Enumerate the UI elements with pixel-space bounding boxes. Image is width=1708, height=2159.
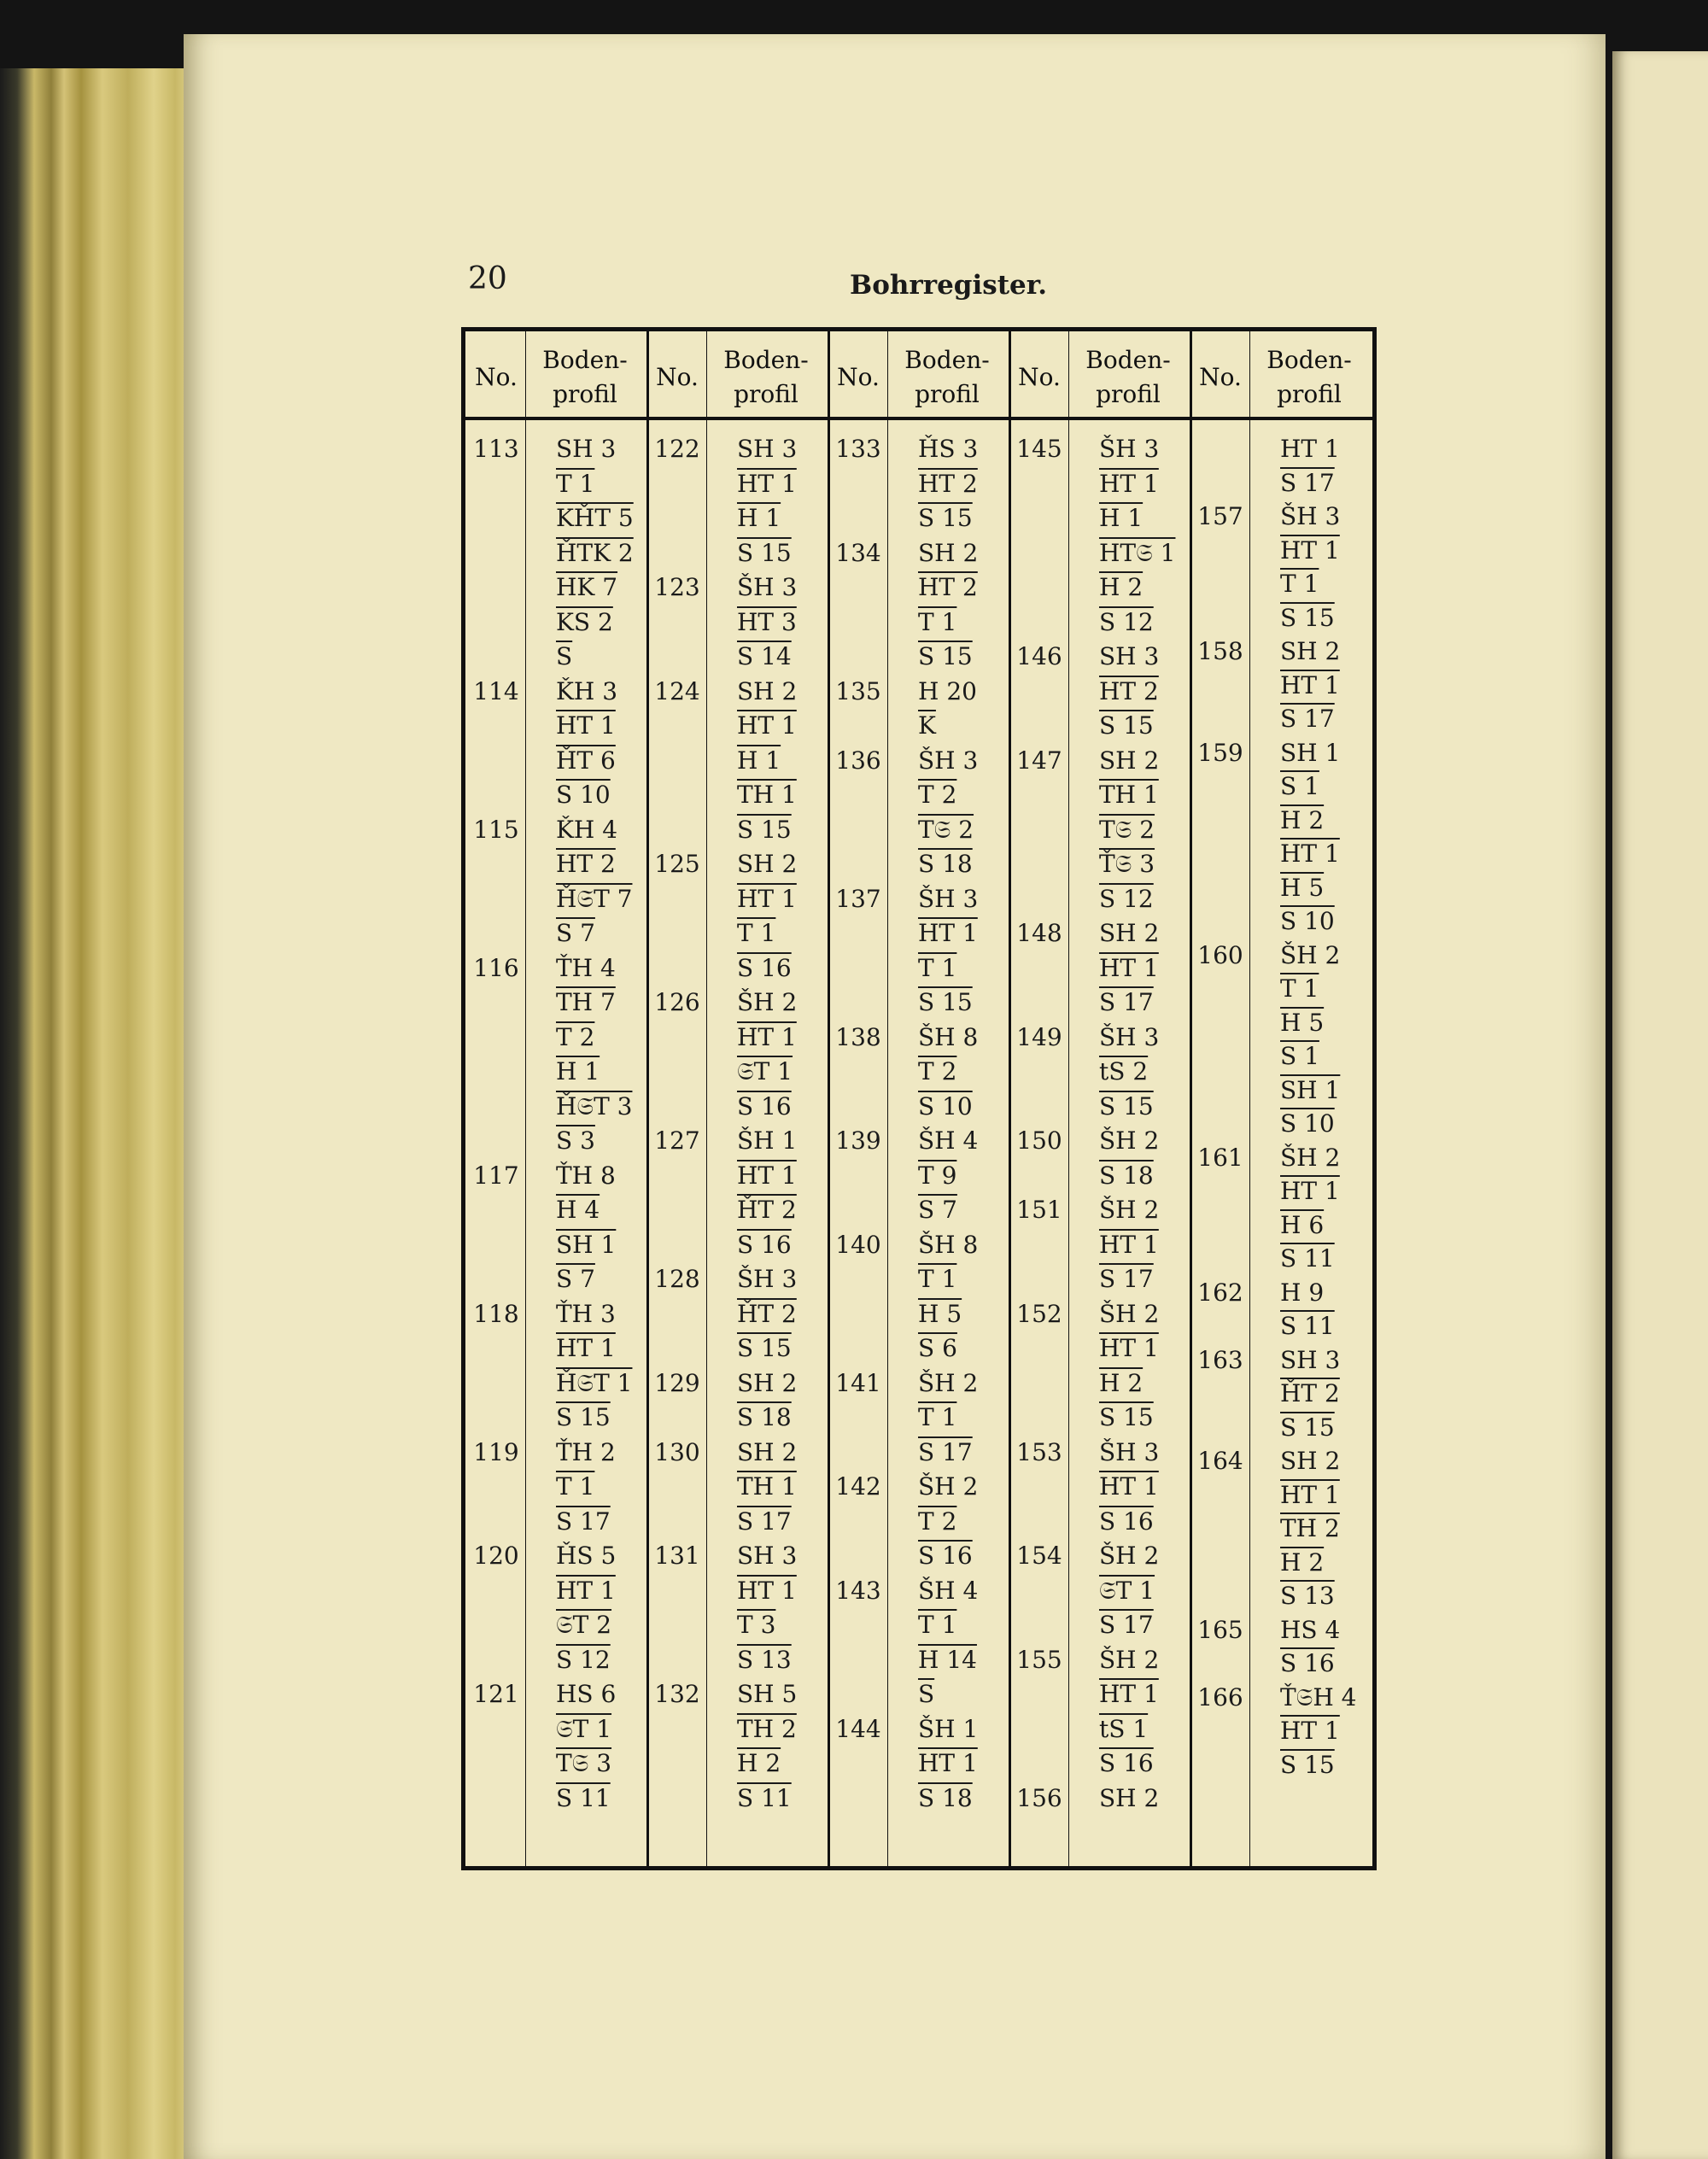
bodenprofil-layer: HT 1 [1280, 435, 1340, 463]
bodenprofil-layer: HT 1 [1280, 1717, 1340, 1746]
bodenprofil-layer: H 2 [1280, 1548, 1325, 1577]
bohr-number: 161 [1197, 1143, 1243, 1172]
bodenprofil-layer: H 1 [737, 746, 781, 775]
bohr-number: 163 [1197, 1345, 1243, 1374]
bodenprofil-layer: S 15 [737, 1334, 792, 1362]
bodenprofil-layer: TH 1 [1099, 781, 1159, 809]
bohr-number: 117 [473, 1161, 519, 1190]
bohr-number: 155 [1016, 1645, 1062, 1674]
bohr-number: 131 [654, 1542, 700, 1570]
bohr-number: 120 [473, 1542, 519, 1570]
bodenprofil-layer: H 1 [556, 1057, 600, 1085]
bodenprofil-layer: HT 1 [1280, 1177, 1340, 1206]
bohr-number: 127 [654, 1126, 700, 1155]
bodenprofil-layer: T𝔖 2 [1099, 815, 1155, 844]
bohr-number: 140 [835, 1230, 881, 1259]
bodenprofil-layer: H 2 [1099, 573, 1144, 601]
bodenprofil-layer: ŤH 4 [556, 953, 616, 982]
bohr-number: 157 [1197, 502, 1243, 531]
bodenprofil-layer: H 5 [918, 1299, 962, 1328]
bodenprofil-layer: ŠH 2 [1099, 1196, 1160, 1224]
bodenprofil-layer: T 2 [918, 1057, 957, 1085]
bohr-number: 164 [1197, 1447, 1243, 1476]
bodenprofil-layer: HT 2 [556, 850, 616, 878]
bodenprofil-layer: ŠH 2 [1099, 1645, 1160, 1674]
bodenprofil-layer: ǨH 3 [556, 676, 618, 705]
bodenprofil-layer: HT 1 [1280, 535, 1340, 565]
header-bodenprofil: Boden- profil [904, 346, 990, 408]
bodenprofil-layer: T 3 [737, 1611, 776, 1639]
bodenprofil-layer: H 2 [1099, 1368, 1144, 1397]
bodenprofil-layer: S 11 [737, 1783, 792, 1812]
bohr-number: 165 [1197, 1615, 1243, 1644]
bodenprofil-layer: HT 1 [1099, 1230, 1159, 1259]
bohr-number: 128 [654, 1265, 700, 1293]
bodenprofil-layer: HT 1 [1280, 1480, 1340, 1509]
bodenprofil-layer: ŤH 2 [556, 1437, 616, 1466]
bodenprofil-layer: HT 3 [737, 607, 797, 636]
bodenprofil-layer: SH 2 [1280, 1447, 1341, 1476]
bodenprofil-layer: S 16 [737, 953, 792, 982]
bodenprofil-layer: ǨH 4 [556, 815, 618, 844]
bodenprofil-layer: ŠH 4 [918, 1126, 979, 1155]
bodenprofil-layer: T𝔖 3 [556, 1749, 612, 1777]
bodenprofil-layer: HT 1 [737, 1576, 797, 1605]
bodenprofil-layer: Ȟ𝔖T 7 [556, 884, 633, 913]
bodenprofil-layer: H 1 [737, 504, 781, 532]
bodenprofil-layer: T 1 [1280, 570, 1319, 599]
bodenprofil-layer: SH 3 [1099, 642, 1160, 670]
bohr-number: 138 [835, 1022, 881, 1051]
bohrregister-table [461, 327, 1377, 1870]
bodenprofil-layer: S 16 [737, 1230, 792, 1259]
bodenprofil-layer: S 7 [556, 1265, 595, 1293]
bohr-number: 150 [1016, 1126, 1062, 1155]
bohr-number: 145 [1016, 435, 1062, 463]
bodenprofil-layer: S 15 [1099, 1091, 1154, 1120]
bodenprofil-layer: S 16 [1099, 1749, 1154, 1777]
bodenprofil-layer: ŤH 3 [556, 1299, 616, 1328]
bohr-number: 141 [835, 1368, 881, 1397]
header-bodenprofil: Boden- profil [1266, 346, 1352, 408]
bohr-number: 160 [1197, 940, 1243, 969]
bohr-number: 142 [835, 1472, 881, 1501]
bodenprofil-layer: HT 1 [556, 711, 616, 740]
bodenprofil-layer: S 18 [918, 1783, 973, 1812]
bohr-number: 149 [1016, 1022, 1062, 1051]
bodenprofil-layer: KS 2 [556, 607, 613, 636]
bodenprofil-layer: ŠH 2 [1099, 1299, 1160, 1328]
bodenprofil-layer: SH 1 [1280, 1075, 1341, 1104]
bodenprofil-layer: S 15 [1099, 711, 1154, 740]
bodenprofil-layer: HT 1 [1099, 1472, 1159, 1501]
bohr-number: 115 [473, 815, 519, 844]
bodenprofil-layer: H 9 [1280, 1278, 1325, 1307]
bodenprofil-layer: T 1 [918, 1265, 957, 1293]
bohr-number: 166 [1197, 1682, 1243, 1711]
bodenprofil-layer: Ȟ𝔖T 3 [556, 1091, 633, 1120]
bodenprofil-layer: SH 3 [737, 435, 798, 463]
bodenprofil-layer: HT 1 [556, 1576, 616, 1605]
bodenprofil-layer: T 1 [918, 1611, 957, 1639]
bodenprofil-layer: ŠH 3 [918, 884, 979, 913]
bodenprofil-layer: HT 2 [918, 469, 978, 498]
bohr-number: 135 [835, 676, 881, 705]
bodenprofil-layer: TH 7 [556, 988, 616, 1016]
bodenprofil-layer: HT 1 [556, 1334, 616, 1362]
bohr-number: 134 [835, 538, 881, 567]
bohr-number: 118 [473, 1299, 519, 1328]
bohr-number: 139 [835, 1126, 881, 1155]
bohr-number: 113 [473, 435, 519, 463]
bohr-number: 144 [835, 1714, 881, 1743]
bodenprofil-layer: $\overline{K}$ [918, 711, 936, 740]
bodenprofil-layer: S 17 [737, 1507, 792, 1536]
header-no: No. [837, 363, 880, 391]
bodenprofil-layer: S 16 [918, 1542, 973, 1570]
column-divider [1190, 331, 1192, 1866]
bodenprofil-layer: ŠH 3 [1099, 435, 1160, 463]
bodenprofil-layer: HT 2 [1099, 676, 1159, 705]
bodenprofil-layer: $\overline{S}$ [918, 1680, 935, 1708]
page-number: 20 [468, 261, 507, 296]
bodenprofil-layer: H 5 [1280, 873, 1325, 902]
bohr-number: 137 [835, 884, 881, 913]
bodenprofil-layer: S 7 [556, 919, 595, 947]
bodenprofil-layer: ȞT 2 [737, 1299, 797, 1328]
bodenprofil-layer: 𝔖T 1 [737, 1057, 793, 1085]
bodenprofil-layer: HT 1 [737, 1161, 797, 1190]
bohr-number: 122 [654, 435, 700, 463]
bodenprofil-layer: ŠH 1 [918, 1714, 979, 1743]
bohr-number: 119 [473, 1437, 519, 1466]
header-no: No. [1199, 363, 1242, 391]
bohr-number: 130 [654, 1437, 700, 1466]
bodenprofil-layer: T 9 [918, 1161, 957, 1190]
bodenprofil-layer: S 15 [918, 504, 973, 532]
bodenprofil-layer: HT 1 [1099, 953, 1159, 982]
header-no: No. [656, 363, 699, 391]
bodenprofil-layer: S 15 [737, 815, 792, 844]
bodenprofil-layer: ŠH 3 [918, 746, 979, 775]
header-rule [465, 417, 1372, 420]
bodenprofil-layer: HT𝔖 1 [1099, 538, 1176, 567]
bohr-number: 129 [654, 1368, 700, 1397]
bodenprofil-layer: H 5 [1280, 1008, 1325, 1037]
bohr-number: 153 [1016, 1437, 1062, 1466]
bodenprofil-layer: SH 3 [1280, 1345, 1341, 1374]
bodenprofil-layer: SH 2 [737, 850, 798, 878]
bodenprofil-layer: ŠH 2 [918, 1472, 979, 1501]
bodenprofil-layer: SH 2 [1099, 919, 1160, 947]
bohr-number: 147 [1016, 746, 1062, 775]
column-divider-inner [525, 331, 526, 1866]
bodenprofil-layer: T𝔖 2 [918, 815, 974, 844]
header-bodenprofil: Boden- profil [1085, 346, 1171, 408]
bodenprofil-layer: SH 3 [556, 435, 617, 463]
bodenprofil-layer: ŠH 2 [1099, 1126, 1160, 1155]
facing-page-edge [1612, 51, 1708, 2159]
bodenprofil-layer: S 15 [1280, 1750, 1335, 1779]
bodenprofil-layer: S 11 [1280, 1312, 1335, 1341]
bodenprofil-layer: ŤH 8 [556, 1161, 616, 1190]
bodenprofil-layer: S 10 [556, 781, 611, 809]
bodenprofil-layer: 𝔖T 1 [556, 1714, 612, 1743]
bohr-number: 152 [1016, 1299, 1062, 1328]
bodenprofil-layer: ŠH 8 [918, 1230, 979, 1259]
bohr-number: 133 [835, 435, 881, 463]
bodenprofil-layer: S 16 [737, 1091, 792, 1120]
bodenprofil-layer: SH 2 [918, 538, 979, 567]
bodenprofil-layer: SH 2 [1280, 637, 1341, 666]
bohr-number: 132 [654, 1680, 700, 1708]
bohr-number: 121 [473, 1680, 519, 1708]
bodenprofil-layer: S 17 [556, 1507, 611, 1536]
bodenprofil-layer: 𝔖T 2 [556, 1611, 612, 1639]
bodenprofil-layer: TH 2 [737, 1714, 797, 1743]
bodenprofil-layer: ŠH 2 [1099, 1542, 1160, 1570]
bodenprofil-layer: T 2 [918, 781, 957, 809]
bodenprofil-layer: S 17 [1280, 468, 1335, 497]
bodenprofil-layer: S 15 [1280, 1413, 1335, 1442]
bodenprofil-layer: SH 3 [737, 1542, 798, 1570]
bodenprofil-layer: S 15 [918, 988, 973, 1016]
bodenprofil-layer: S 10 [1280, 1109, 1335, 1138]
bodenprofil-layer: ȞT 6 [556, 746, 616, 775]
bodenprofil-layer: S 1 [1280, 772, 1319, 801]
bodenprofil-layer: HS 4 [1280, 1615, 1341, 1644]
bodenprofil-layer: H 20 [918, 676, 977, 705]
bodenprofil-layer: $\overline{S}$ [556, 642, 573, 670]
bodenprofil-layer: HT 1 [1099, 1680, 1159, 1708]
bodenprofil-layer: S 13 [1280, 1582, 1335, 1611]
header-bodenprofil: Boden- profil [542, 346, 628, 408]
bodenprofil-layer: SH 2 [737, 1368, 798, 1397]
column-divider-inner [887, 331, 888, 1866]
bodenprofil-layer: Ȟ𝔖T 1 [556, 1368, 633, 1397]
bodenprofil-layer: T 1 [556, 1472, 595, 1501]
bodenprofil-layer: S 11 [1280, 1244, 1335, 1273]
bodenprofil-layer: S 11 [556, 1783, 611, 1812]
bodenprofil-layer: ŠH 8 [918, 1022, 979, 1051]
bodenprofil-layer: S 12 [556, 1645, 611, 1674]
bohr-number: 154 [1016, 1542, 1062, 1570]
bohr-number: 125 [654, 850, 700, 878]
bohr-number: 151 [1016, 1196, 1062, 1224]
bodenprofil-layer: ŠH 3 [1099, 1437, 1160, 1466]
bodenprofil-layer: HT 1 [918, 1749, 978, 1777]
bodenprofil-layer: ȞS 5 [556, 1542, 617, 1570]
bodenprofil-layer: S 7 [918, 1196, 957, 1224]
bodenprofil-layer: T 1 [556, 469, 595, 498]
bodenprofil-layer: SH 1 [556, 1230, 617, 1259]
bodenprofil-layer: T 1 [918, 953, 957, 982]
bodenprofil-layer: S 16 [1280, 1649, 1335, 1678]
bohr-number: 162 [1197, 1278, 1243, 1307]
bodenprofil-layer: S 15 [1099, 1403, 1154, 1431]
bodenprofil-layer: SH 2 [737, 676, 798, 705]
bodenprofil-layer: HK 7 [556, 573, 618, 601]
column-divider-inner [1249, 331, 1250, 1866]
column-divider-inner [1068, 331, 1069, 1866]
bodenprofil-layer: HS 6 [556, 1680, 617, 1708]
bohr-number: 124 [654, 676, 700, 705]
bodenprofil-layer: ŠH 3 [1099, 1022, 1160, 1051]
bodenprofil-layer: ȞT 2 [737, 1196, 797, 1224]
bodenprofil-layer: T 2 [918, 1507, 957, 1536]
bodenprofil-layer: tS 1 [1099, 1714, 1149, 1743]
bodenprofil-layer: S 17 [1099, 988, 1154, 1016]
bodenprofil-layer: HT 2 [918, 573, 978, 601]
header-bodenprofil: Boden- profil [723, 346, 809, 408]
bodenprofil-layer: SH 2 [1099, 1783, 1160, 1812]
bohr-number: 143 [835, 1576, 881, 1605]
bodenprofil-layer: HT 1 [1280, 840, 1340, 869]
bodenprofil-layer: Ť𝔖H 4 [1280, 1682, 1357, 1711]
bodenprofil-layer: ŠH 4 [918, 1576, 979, 1605]
bodenprofil-layer: Ť𝔖 3 [1099, 850, 1155, 878]
bodenprofil-layer: KȞT 5 [556, 504, 634, 532]
bodenprofil-layer: HT 1 [737, 1022, 797, 1051]
running-title: Bohrregister. [850, 270, 1048, 301]
bodenprofil-layer: ŠH 1 [737, 1126, 798, 1155]
bodenprofil-layer: tS 2 [1099, 1057, 1149, 1085]
bodenprofil-layer: SH 1 [1280, 738, 1341, 767]
bodenprofil-layer: T 1 [1280, 974, 1319, 1003]
bodenprofil-layer: SH 2 [1099, 746, 1160, 775]
bodenprofil-layer: ŠH 3 [737, 1265, 798, 1293]
bohr-number: 114 [473, 676, 519, 705]
bodenprofil-layer: S 13 [737, 1645, 792, 1674]
bodenprofil-layer: S 17 [1280, 705, 1335, 734]
bodenprofil-layer: ŠH 2 [1280, 1143, 1341, 1172]
bohr-number: 123 [654, 573, 700, 601]
bodenprofil-layer: S 12 [1099, 884, 1154, 913]
bodenprofil-layer: T 1 [737, 919, 776, 947]
bodenprofil-layer: TH 1 [737, 1472, 797, 1501]
bohr-number: 136 [835, 746, 881, 775]
bodenprofil-layer: 𝔖T 1 [1099, 1576, 1155, 1605]
bodenprofil-layer: ȞT 2 [1280, 1379, 1340, 1408]
bodenprofil-layer: H 14 [918, 1645, 977, 1674]
bodenprofil-layer: S 17 [1099, 1265, 1154, 1293]
bodenprofil-layer: S 18 [918, 850, 973, 878]
column-divider [828, 331, 830, 1866]
bohr-number: 158 [1197, 637, 1243, 666]
bodenprofil-layer: T 1 [918, 607, 957, 636]
bodenprofil-layer: H 6 [1280, 1210, 1325, 1239]
bodenprofil-layer: ŠH 2 [1280, 940, 1341, 969]
bodenprofil-layer: H 2 [1280, 805, 1325, 834]
bodenprofil-layer: S 12 [1099, 607, 1154, 636]
bodenprofil-layer: S 15 [918, 642, 973, 670]
bodenprofil-layer: SH 2 [737, 1437, 798, 1466]
bodenprofil-layer: T 1 [918, 1403, 957, 1431]
bodenprofil-layer: HT 1 [737, 469, 797, 498]
bodenprofil-layer: S 15 [737, 538, 792, 567]
bodenprofil-layer: HT 1 [1099, 1334, 1159, 1362]
bodenprofil-layer: S 1 [1280, 1042, 1319, 1071]
bohr-number: 159 [1197, 738, 1243, 767]
bodenprofil-layer: S 17 [1099, 1611, 1154, 1639]
bohr-number: 126 [654, 988, 700, 1016]
bohr-number: 116 [473, 953, 519, 982]
header-no: No. [1018, 363, 1061, 391]
bodenprofil-layer: HT 1 [1099, 469, 1159, 498]
bodenprofil-layer: S 15 [556, 1403, 611, 1431]
column-divider [646, 331, 649, 1866]
bodenprofil-layer: S 18 [1099, 1161, 1154, 1190]
column-divider-inner [706, 331, 707, 1866]
bodenprofil-layer: S 10 [918, 1091, 973, 1120]
bodenprofil-layer: S 16 [1099, 1507, 1154, 1536]
header-no: No. [475, 363, 518, 391]
bodenprofil-layer: TH 1 [737, 781, 797, 809]
bodenprofil-layer: HT 1 [737, 711, 797, 740]
book-page-edges [0, 68, 196, 2159]
bodenprofil-layer: ŠH 3 [737, 573, 798, 601]
bohr-number: 148 [1016, 919, 1062, 947]
bodenprofil-layer: HT 1 [918, 919, 978, 947]
bodenprofil-layer: SH 5 [737, 1680, 798, 1708]
bodenprofil-layer: ŠH 2 [918, 1368, 979, 1397]
bodenprofil-layer: ȞTK 2 [556, 538, 634, 567]
bodenprofil-layer: S 10 [1280, 907, 1335, 936]
bodenprofil-layer: S 3 [556, 1126, 595, 1155]
bodenprofil-layer: S 18 [737, 1403, 792, 1431]
bodenprofil-layer: ȞS 3 [918, 435, 979, 463]
bodenprofil-layer: TH 2 [1280, 1514, 1340, 1543]
bodenprofil-layer: H 2 [737, 1749, 781, 1777]
bodenprofil-layer: S 14 [737, 642, 792, 670]
bodenprofil-layer: H 4 [556, 1196, 600, 1224]
bodenprofil-layer: H 1 [1099, 504, 1144, 532]
bodenprofil-layer: S 15 [1280, 603, 1335, 632]
bodenprofil-layer: S 6 [918, 1334, 957, 1362]
bohr-number: 146 [1016, 642, 1062, 670]
bodenprofil-layer: HT 1 [737, 884, 797, 913]
bodenprofil-layer: ŠH 2 [737, 988, 798, 1016]
column-divider [1009, 331, 1011, 1866]
bodenprofil-layer: S 17 [918, 1437, 973, 1466]
bodenprofil-layer: ŠH 3 [1280, 502, 1341, 531]
bodenprofil-layer: T 2 [556, 1022, 595, 1051]
bohr-number: 156 [1016, 1783, 1062, 1812]
bodenprofil-layer: HT 1 [1280, 670, 1340, 699]
